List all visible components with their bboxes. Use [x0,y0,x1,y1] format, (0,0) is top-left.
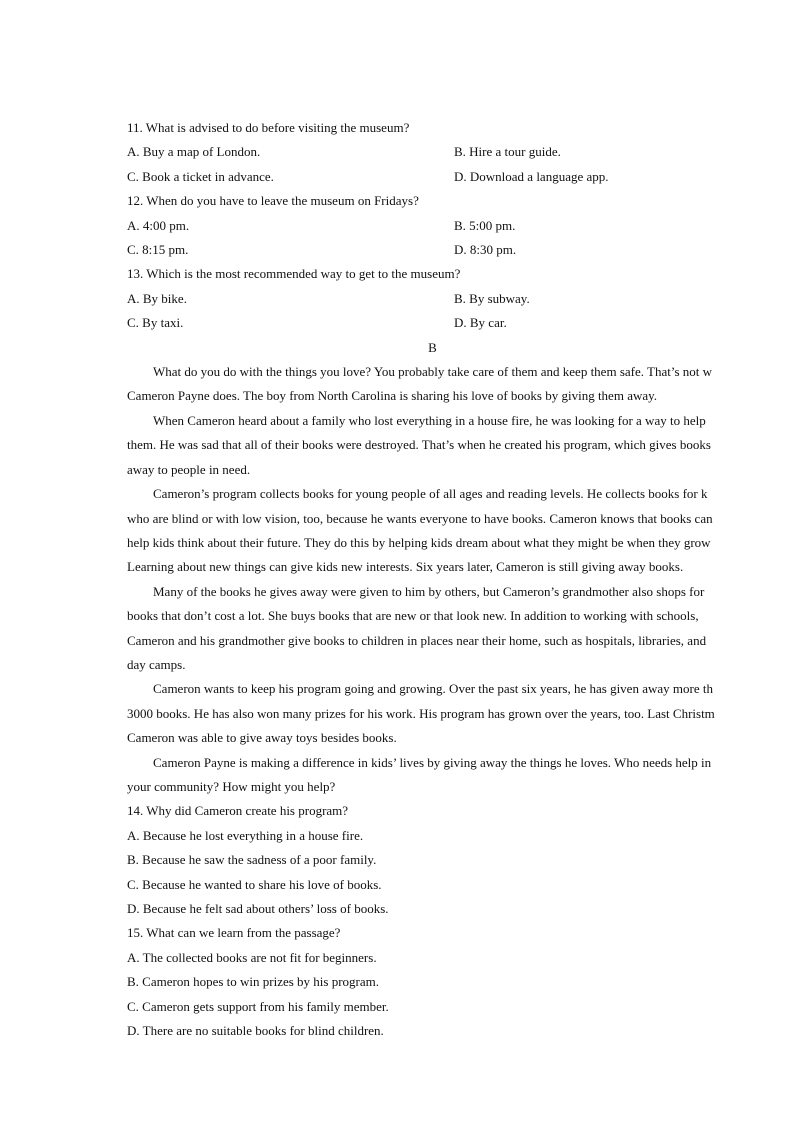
passage-line: Cameron and his grandmother give books to children in places near their home, such as hospitals, libraries, and [127,632,707,648]
section-heading: B [428,339,437,355]
question-13-option-b: B. By subway. [454,290,530,306]
question-12-options-row-1 [127,214,738,238]
passage-line: Cameron wants to keep his program going and growing. Over the past six years, he has given away more th [153,681,713,697]
passage-line: Learning about new things can give kids new interests. Six years later, Cameron is still giving away books. [127,559,684,575]
exam-page [127,116,738,1043]
question-11-option-d: D. Download a language app. [454,168,609,184]
passage-line: Cameron Payne does. The boy from North Carolina is sharing his love of books by giving them away. [127,388,658,404]
passage-line: them. He was sad that all of their books were destroyed. That’s when he created his program, which gives books [127,437,711,453]
question-14-option-b: B. Because he saw the sadness of a poor family. [127,852,377,868]
question-14-option-a: A. Because he lost everything in a house fire. [127,827,364,843]
question-12-option-d: D. 8:30 pm. [454,242,517,258]
question-15-option-d: D. There are no suitable books for blind children. [127,1023,384,1039]
question-14-stem: 14. Why did Cameron create his program? [127,803,349,819]
passage-line: Cameron’s program collects books for young people of all ages and reading levels. He collects books for k [153,486,708,502]
question-13-stem: 13. Which is the most recommended way to get to the museum? [127,266,461,282]
passage-line: help kids think about their future. They do this by helping kids dream about what they might be when they grow [127,534,711,550]
question-12-option-a: A. 4:00 pm. [127,217,190,233]
question-13-options-row-1 [127,287,738,311]
question-13-options-row-2 [127,311,738,335]
passage-line: Cameron was able to give away toys besides books. [127,730,397,746]
passage-line: Many of the books he gives away were given to him by others, but Cameron’s grandmother also shops for [153,583,705,599]
question-15-option-a: A. The collected books are not fit for beginners. [127,949,377,965]
passage-line: your community? How might you help? [127,778,336,794]
question-12-options-row-2 [127,238,738,262]
passage-line: When Cameron heard about a family who lost everything in a house fire, he was looking for a way to help [153,412,706,428]
question-13-option-a: A. By bike. [127,290,187,306]
question-15-option-b: B. Cameron hopes to win prizes by his program. [127,974,380,990]
question-15-option-c: C. Cameron gets support from his family member. [127,998,389,1014]
passage-line: 3000 books. He has also won many prizes for his work. His program has grown over the years, too. Last Christm [127,705,715,721]
question-13-option-c: C. By taxi. [127,315,184,331]
question-11-option-b: B. Hire a tour guide. [454,144,561,160]
passage-line: books that don’t cost a lot. She buys books that are new or that look new. In addition to working with schools, [127,608,699,624]
question-13-option-d: D. By car. [454,315,507,331]
question-11-option-c: C. Book a ticket in advance. [127,168,274,184]
passage-line: who are blind or with low vision, too, because he wants everyone to have books. Cameron knows that books can [127,510,713,526]
question-11-stem: 11. What is advised to do before visiting the museum? [127,120,410,135]
question-14-option-c: C. Because he wanted to share his love of books. [127,876,382,892]
question-11-options-row-2 [127,165,738,189]
passage-line: What do you do with the things you love? You probably take care of them and keep them safe. That’s not w [153,364,712,380]
question-12-option-c: C. 8:15 pm. [127,242,189,258]
passage-line: away to people in need. [127,461,251,477]
question-12-option-b: B. 5:00 pm. [454,217,516,233]
question-14-option-d: D. Because he felt sad about others’ loss of books. [127,901,389,916]
question-12-stem: 12. When do you have to leave the museum on Fridays? [127,193,419,209]
question-15-stem: 15. What can we learn from the passage? [127,925,341,941]
question-11-option-a: A. Buy a map of London. [127,144,261,160]
question-11-options-row-1 [127,140,738,164]
passage-line: day camps. [127,656,186,672]
passage-line: Cameron Payne is making a difference in kids’ lives by giving away the things he loves. Who needs help in [153,754,712,770]
